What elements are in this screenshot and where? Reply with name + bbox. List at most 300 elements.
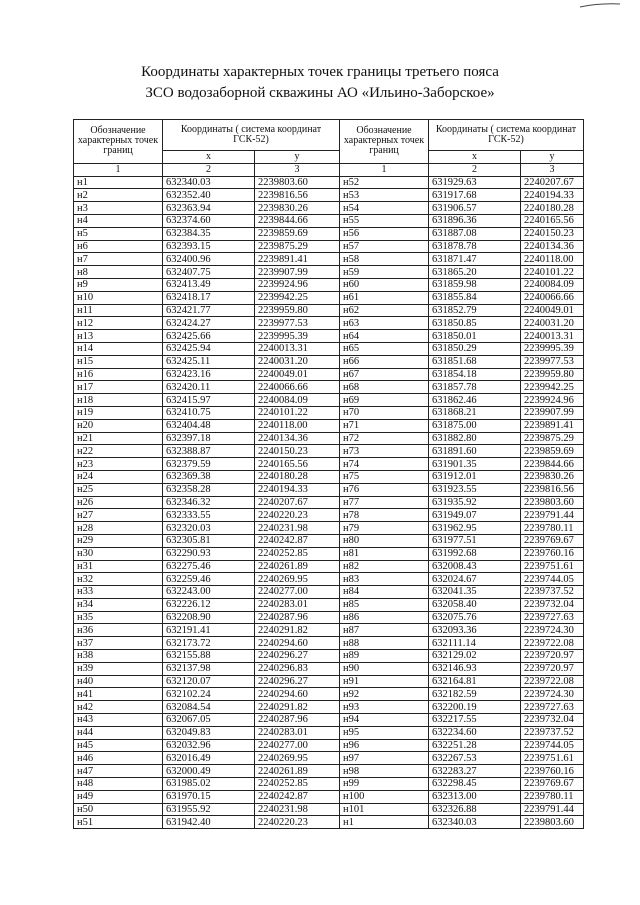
left-x-cell: 632384.35 [163, 227, 255, 240]
right-point-cell: н95 [340, 726, 429, 739]
table-row [74, 790, 584, 803]
left-point-cell: н7 [74, 253, 163, 266]
right-y-cell: 2239816.56 [521, 483, 584, 496]
left-y-cell: 2240242.87 [255, 790, 340, 803]
col-num-2-left: 2 [163, 163, 255, 176]
right-y-cell: 2240049.01 [521, 304, 584, 317]
right-point-cell: н75 [340, 470, 429, 483]
right-x-cell: 631865.20 [429, 266, 521, 279]
right-y-cell: 2239724.30 [521, 688, 584, 701]
right-x-cell: 631962.95 [429, 522, 521, 535]
right-point-cell: н67 [340, 368, 429, 381]
right-point-cell: н71 [340, 419, 429, 432]
table-row [74, 598, 584, 611]
right-point-cell: н79 [340, 522, 429, 535]
right-y-cell: 2239803.60 [521, 816, 584, 829]
right-y-cell: 2240207.67 [521, 176, 584, 189]
left-point-cell: н42 [74, 701, 163, 714]
table-row [74, 189, 584, 202]
right-point-cell: н91 [340, 675, 429, 688]
column-number-row [74, 163, 584, 176]
left-point-cell: н45 [74, 739, 163, 752]
left-y-cell: 2240231.98 [255, 803, 340, 816]
left-x-cell: 632425.66 [163, 330, 255, 343]
left-point-cell: н2 [74, 189, 163, 202]
right-y-cell: 2239737.52 [521, 726, 584, 739]
right-point-cell: н70 [340, 406, 429, 419]
left-y-cell: 2239816.56 [255, 189, 340, 202]
right-point-cell: н68 [340, 381, 429, 394]
left-y-cell: 2240291.82 [255, 624, 340, 637]
left-point-cell: н38 [74, 650, 163, 663]
table-row [74, 394, 584, 407]
left-x-cell: 632407.75 [163, 266, 255, 279]
right-y-cell: 2239732.04 [521, 598, 584, 611]
right-y-cell: 2240084.09 [521, 278, 584, 291]
left-point-cell: н8 [74, 266, 163, 279]
right-point-cell: н69 [340, 394, 429, 407]
right-y-cell: 2239724.30 [521, 624, 584, 637]
right-point-cell: н84 [340, 586, 429, 599]
left-x-cell: 632320.03 [163, 522, 255, 535]
left-y-cell: 2240165.56 [255, 458, 340, 471]
left-y-cell: 2240194.33 [255, 483, 340, 496]
col-num-3-left: 3 [255, 163, 340, 176]
left-point-cell: н29 [74, 534, 163, 547]
table-row [74, 330, 584, 343]
right-x-cell: 632267.53 [429, 752, 521, 765]
col-num-3-right: 3 [521, 163, 584, 176]
table-row [74, 227, 584, 240]
right-y-cell: 2240066.66 [521, 291, 584, 304]
left-y-cell: 2240252.85 [255, 778, 340, 791]
right-y-cell: 2239942.25 [521, 381, 584, 394]
right-y-cell: 2239830.26 [521, 470, 584, 483]
right-y-cell: 2239751.61 [521, 560, 584, 573]
right-point-cell: н73 [340, 445, 429, 458]
left-y-cell: 2240207.67 [255, 496, 340, 509]
left-point-cell: н24 [74, 470, 163, 483]
left-x-cell: 632120.07 [163, 675, 255, 688]
right-y-cell: 2239769.67 [521, 778, 584, 791]
left-x-cell: 632424.27 [163, 317, 255, 330]
right-y-cell: 2239891.41 [521, 419, 584, 432]
right-x-cell: 631882.80 [429, 432, 521, 445]
left-point-cell: н36 [74, 624, 163, 637]
table-row [74, 304, 584, 317]
header-coords-right: Координаты ( система координат ГСК-52) [429, 120, 584, 151]
right-y-cell: 2239791.44 [521, 803, 584, 816]
left-y-cell: 2239959.80 [255, 304, 340, 317]
table-row [74, 816, 584, 829]
right-point-cell: н85 [340, 598, 429, 611]
right-point-cell: н99 [340, 778, 429, 791]
left-x-cell: 631955.92 [163, 803, 255, 816]
right-y-cell: 2239844.66 [521, 458, 584, 471]
left-y-cell: 2240291.82 [255, 701, 340, 714]
left-x-cell: 632243.00 [163, 586, 255, 599]
table-row [74, 483, 584, 496]
left-x-cell: 632155.88 [163, 650, 255, 663]
right-x-cell: 631923.55 [429, 483, 521, 496]
left-point-cell: н11 [74, 304, 163, 317]
right-point-cell: н76 [340, 483, 429, 496]
left-point-cell: н19 [74, 406, 163, 419]
left-x-cell: 631970.15 [163, 790, 255, 803]
right-point-cell: н59 [340, 266, 429, 279]
right-x-cell: 631878.78 [429, 240, 521, 253]
left-point-cell: н28 [74, 522, 163, 535]
table-row [74, 739, 584, 752]
left-y-cell: 2240277.00 [255, 739, 340, 752]
left-y-cell: 2240118.00 [255, 419, 340, 432]
left-x-cell: 632374.60 [163, 214, 255, 227]
right-x-cell: 631851.68 [429, 355, 521, 368]
right-x-cell: 632058.40 [429, 598, 521, 611]
right-y-cell: 2240031.20 [521, 317, 584, 330]
coordinates-table [73, 119, 584, 829]
table-row [74, 778, 584, 791]
table-row [74, 701, 584, 714]
table-row [74, 547, 584, 560]
right-x-cell: 631862.46 [429, 394, 521, 407]
left-x-cell: 632423.16 [163, 368, 255, 381]
right-point-cell: н86 [340, 611, 429, 624]
table-row [74, 342, 584, 355]
left-x-cell: 632191.41 [163, 624, 255, 637]
left-x-cell: 631985.02 [163, 778, 255, 791]
left-y-cell: 2240277.00 [255, 586, 340, 599]
right-x-cell: 632234.60 [429, 726, 521, 739]
left-point-cell: н1 [74, 176, 163, 189]
right-y-cell: 2239780.11 [521, 790, 584, 803]
left-x-cell: 632358.28 [163, 483, 255, 496]
right-point-cell: н87 [340, 624, 429, 637]
right-point-cell: н55 [340, 214, 429, 227]
table-row [74, 381, 584, 394]
left-y-cell: 2239977.53 [255, 317, 340, 330]
left-point-cell: н43 [74, 714, 163, 727]
right-y-cell: 2240165.56 [521, 214, 584, 227]
right-point-cell: н98 [340, 765, 429, 778]
left-x-cell: 632400.96 [163, 253, 255, 266]
right-x-cell: 632251.28 [429, 739, 521, 752]
left-x-cell: 632352.40 [163, 189, 255, 202]
right-x-cell: 632200.19 [429, 701, 521, 714]
table-row [74, 573, 584, 586]
right-point-cell: н89 [340, 650, 429, 663]
right-x-cell: 632024.67 [429, 573, 521, 586]
header-point-label-right: Обозначение характерных точек границ [340, 120, 429, 164]
left-y-cell: 2240269.95 [255, 573, 340, 586]
left-y-cell: 2240013.31 [255, 342, 340, 355]
header-point-label-left: Обозначение характерных точек границ [74, 120, 163, 164]
right-x-cell: 632182.59 [429, 688, 521, 701]
left-x-cell: 632305.81 [163, 534, 255, 547]
right-x-cell: 631850.29 [429, 342, 521, 355]
table-row [74, 534, 584, 547]
right-y-cell: 2239744.05 [521, 739, 584, 752]
left-point-cell: н30 [74, 547, 163, 560]
left-point-cell: н22 [74, 445, 163, 458]
left-x-cell: 632388.87 [163, 445, 255, 458]
left-x-cell: 632346.32 [163, 496, 255, 509]
left-y-cell: 2239891.41 [255, 253, 340, 266]
left-point-cell: н14 [74, 342, 163, 355]
left-y-cell: 2240049.01 [255, 368, 340, 381]
right-point-cell: н78 [340, 509, 429, 522]
right-x-cell: 631949.07 [429, 509, 521, 522]
left-point-cell: н51 [74, 816, 163, 829]
left-x-cell: 632410.75 [163, 406, 255, 419]
left-point-cell: н6 [74, 240, 163, 253]
right-y-cell: 2240150.23 [521, 227, 584, 240]
left-y-cell: 2239844.66 [255, 214, 340, 227]
header-coords-left: Координаты ( система координат ГСК-52) [163, 120, 340, 151]
left-point-cell: н33 [74, 586, 163, 599]
right-x-cell: 632093.36 [429, 624, 521, 637]
right-point-cell: н74 [340, 458, 429, 471]
scan-edge-mark [580, 2, 620, 8]
right-x-cell: 631850.01 [429, 330, 521, 343]
right-x-cell: 631855.84 [429, 291, 521, 304]
right-x-cell: 632008.43 [429, 560, 521, 573]
right-point-cell: н1 [340, 816, 429, 829]
left-y-cell: 2240220.23 [255, 509, 340, 522]
right-point-cell: н58 [340, 253, 429, 266]
right-x-cell: 631871.47 [429, 253, 521, 266]
header-row [74, 120, 584, 151]
table-row [74, 368, 584, 381]
col-num-2-right: 2 [429, 163, 521, 176]
right-point-cell: н92 [340, 688, 429, 701]
left-point-cell: н35 [74, 611, 163, 624]
left-point-cell: н37 [74, 637, 163, 650]
right-x-cell: 631977.51 [429, 534, 521, 547]
right-y-cell: 2240194.33 [521, 189, 584, 202]
table-row [74, 470, 584, 483]
table-row [74, 611, 584, 624]
right-y-cell: 2240180.28 [521, 202, 584, 215]
right-y-cell: 2239727.63 [521, 611, 584, 624]
left-point-cell: н12 [74, 317, 163, 330]
left-y-cell: 2240296.83 [255, 662, 340, 675]
left-point-cell: н47 [74, 765, 163, 778]
table-row [74, 765, 584, 778]
left-y-cell: 2240031.20 [255, 355, 340, 368]
right-point-cell: н66 [340, 355, 429, 368]
right-x-cell: 632129.02 [429, 650, 521, 663]
header-x-left: x [163, 151, 255, 164]
left-point-cell: н46 [74, 752, 163, 765]
table-row [74, 355, 584, 368]
left-y-cell: 2240283.01 [255, 598, 340, 611]
left-y-cell: 2240101.22 [255, 406, 340, 419]
left-y-cell: 2240261.89 [255, 765, 340, 778]
right-x-cell: 632298.45 [429, 778, 521, 791]
right-point-cell: н90 [340, 662, 429, 675]
left-y-cell: 2240231.98 [255, 522, 340, 535]
left-x-cell: 632290.93 [163, 547, 255, 560]
right-x-cell: 632041.35 [429, 586, 521, 599]
table-row [74, 560, 584, 573]
header-y-right: y [521, 151, 584, 164]
right-point-cell: н82 [340, 560, 429, 573]
document-title [0, 62, 640, 104]
right-point-cell: н88 [340, 637, 429, 650]
right-point-cell: н81 [340, 547, 429, 560]
right-y-cell: 2239924.96 [521, 394, 584, 407]
right-x-cell: 631935.92 [429, 496, 521, 509]
left-y-cell: 2240220.23 [255, 816, 340, 829]
left-x-cell: 632333.55 [163, 509, 255, 522]
table-row [74, 458, 584, 471]
table-row [74, 624, 584, 637]
right-point-cell: н100 [340, 790, 429, 803]
table-row [74, 650, 584, 663]
right-x-cell: 632217.55 [429, 714, 521, 727]
header-x-right: x [429, 151, 521, 164]
right-point-cell: н80 [340, 534, 429, 547]
table-row [74, 637, 584, 650]
left-y-cell: 2240294.60 [255, 688, 340, 701]
right-x-cell: 631857.78 [429, 381, 521, 394]
right-y-cell: 2239995.39 [521, 342, 584, 355]
right-x-cell: 631875.00 [429, 419, 521, 432]
right-point-cell: н61 [340, 291, 429, 304]
right-y-cell: 2240013.31 [521, 330, 584, 343]
col-num-1-left: 1 [74, 163, 163, 176]
left-x-cell: 632421.77 [163, 304, 255, 317]
right-y-cell: 2239732.04 [521, 714, 584, 727]
left-x-cell: 632379.59 [163, 458, 255, 471]
left-y-cell: 2240134.36 [255, 432, 340, 445]
left-point-cell: н27 [74, 509, 163, 522]
right-point-cell: н94 [340, 714, 429, 727]
left-point-cell: н41 [74, 688, 163, 701]
right-point-cell: н97 [340, 752, 429, 765]
table-row [74, 803, 584, 816]
left-y-cell: 2240242.87 [255, 534, 340, 547]
right-point-cell: н101 [340, 803, 429, 816]
right-y-cell: 2239769.67 [521, 534, 584, 547]
right-y-cell: 2239959.80 [521, 368, 584, 381]
right-x-cell: 631906.57 [429, 202, 521, 215]
left-x-cell: 632413.49 [163, 278, 255, 291]
left-point-cell: н3 [74, 202, 163, 215]
left-point-cell: н15 [74, 355, 163, 368]
table-row [74, 675, 584, 688]
left-y-cell: 2239924.96 [255, 278, 340, 291]
right-y-cell: 2239720.97 [521, 650, 584, 663]
right-x-cell: 631854.18 [429, 368, 521, 381]
table-row [74, 266, 584, 279]
right-y-cell: 2239803.60 [521, 496, 584, 509]
right-x-cell: 631929.63 [429, 176, 521, 189]
right-x-cell: 631868.21 [429, 406, 521, 419]
left-point-cell: н10 [74, 291, 163, 304]
table-row [74, 240, 584, 253]
right-y-cell: 2239727.63 [521, 701, 584, 714]
right-point-cell: н54 [340, 202, 429, 215]
table-row [74, 662, 584, 675]
left-y-cell: 2239995.39 [255, 330, 340, 343]
left-x-cell: 632420.11 [163, 381, 255, 394]
right-x-cell: 632164.81 [429, 675, 521, 688]
right-y-cell: 2239722.08 [521, 637, 584, 650]
table-row [74, 496, 584, 509]
right-y-cell: 2239859.69 [521, 445, 584, 458]
right-x-cell: 632326.88 [429, 803, 521, 816]
left-point-cell: н13 [74, 330, 163, 343]
left-point-cell: н21 [74, 432, 163, 445]
right-y-cell: 2239737.52 [521, 586, 584, 599]
right-y-cell: 2240118.00 [521, 253, 584, 266]
right-y-cell: 2239760.16 [521, 547, 584, 560]
left-x-cell: 632404.48 [163, 419, 255, 432]
table-row [74, 278, 584, 291]
table-row [74, 202, 584, 215]
right-point-cell: н60 [340, 278, 429, 291]
title-line-2: ЗСО водозаборной скважины АО «Ильино-Заборское» [145, 85, 495, 101]
table-row [74, 291, 584, 304]
left-y-cell: 2239859.69 [255, 227, 340, 240]
left-y-cell: 2239803.60 [255, 176, 340, 189]
right-point-cell: н56 [340, 227, 429, 240]
col-num-1-right: 1 [340, 163, 429, 176]
left-x-cell: 632415.97 [163, 394, 255, 407]
table-row [74, 509, 584, 522]
left-x-cell: 632032.96 [163, 739, 255, 752]
left-x-cell: 632425.11 [163, 355, 255, 368]
right-point-cell: н77 [340, 496, 429, 509]
left-y-cell: 2240296.27 [255, 650, 340, 663]
right-y-cell: 2239907.99 [521, 406, 584, 419]
right-point-cell: н65 [340, 342, 429, 355]
table-row [74, 752, 584, 765]
left-point-cell: н34 [74, 598, 163, 611]
left-y-cell: 2240180.28 [255, 470, 340, 483]
table-row [74, 445, 584, 458]
table-row [74, 253, 584, 266]
right-x-cell: 631887.08 [429, 227, 521, 240]
right-point-cell: н57 [340, 240, 429, 253]
right-x-cell: 632313.00 [429, 790, 521, 803]
table-row [74, 317, 584, 330]
table-row [74, 406, 584, 419]
header-y-left: y [255, 151, 340, 164]
table-row [74, 688, 584, 701]
table-row [74, 214, 584, 227]
right-point-cell: н96 [340, 739, 429, 752]
left-y-cell: 2240261.89 [255, 560, 340, 573]
left-x-cell: 632084.54 [163, 701, 255, 714]
left-point-cell: н49 [74, 790, 163, 803]
table-row [74, 586, 584, 599]
left-y-cell: 2240066.66 [255, 381, 340, 394]
right-y-cell: 2239744.05 [521, 573, 584, 586]
left-point-cell: н4 [74, 214, 163, 227]
right-x-cell: 632283.27 [429, 765, 521, 778]
right-y-cell: 2239722.08 [521, 675, 584, 688]
left-point-cell: н25 [74, 483, 163, 496]
right-x-cell: 632146.93 [429, 662, 521, 675]
left-y-cell: 2239830.26 [255, 202, 340, 215]
right-x-cell: 631896.36 [429, 214, 521, 227]
right-point-cell: н93 [340, 701, 429, 714]
right-x-cell: 631891.60 [429, 445, 521, 458]
right-x-cell: 631850.85 [429, 317, 521, 330]
